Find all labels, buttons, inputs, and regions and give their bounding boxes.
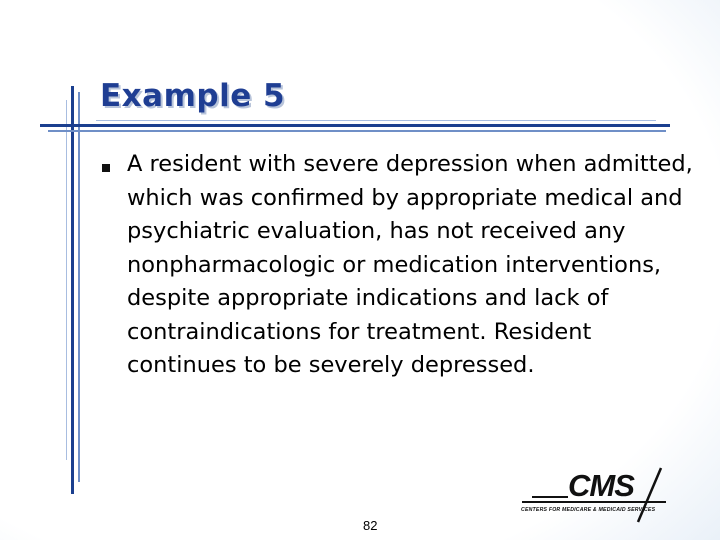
logo-subtitle: CENTERS FOR MEDICARE & MEDICAID SERVICES [521,507,656,513]
frame-line [96,120,656,121]
frame-line [78,92,80,482]
slide-title: Example 5 [100,78,286,114]
logo-slash [638,468,661,522]
frame-line [48,130,666,132]
logo-wordmark: CMS [568,468,634,503]
frame-line [71,86,74,494]
bullet-text: A resident with severe depression when admitted, which was confirmed by appropriate medical and psychiatric evaluation, has not received any nonpharmacologic or medication interventions, despite appropriate indications and lack of contraindications for treatment. Resident continues to be severely depressed. [127,151,693,378]
frame-line [40,124,670,127]
frame-line [66,100,67,460]
page-number: 82 [363,518,378,533]
bullet-square-icon [102,164,110,172]
